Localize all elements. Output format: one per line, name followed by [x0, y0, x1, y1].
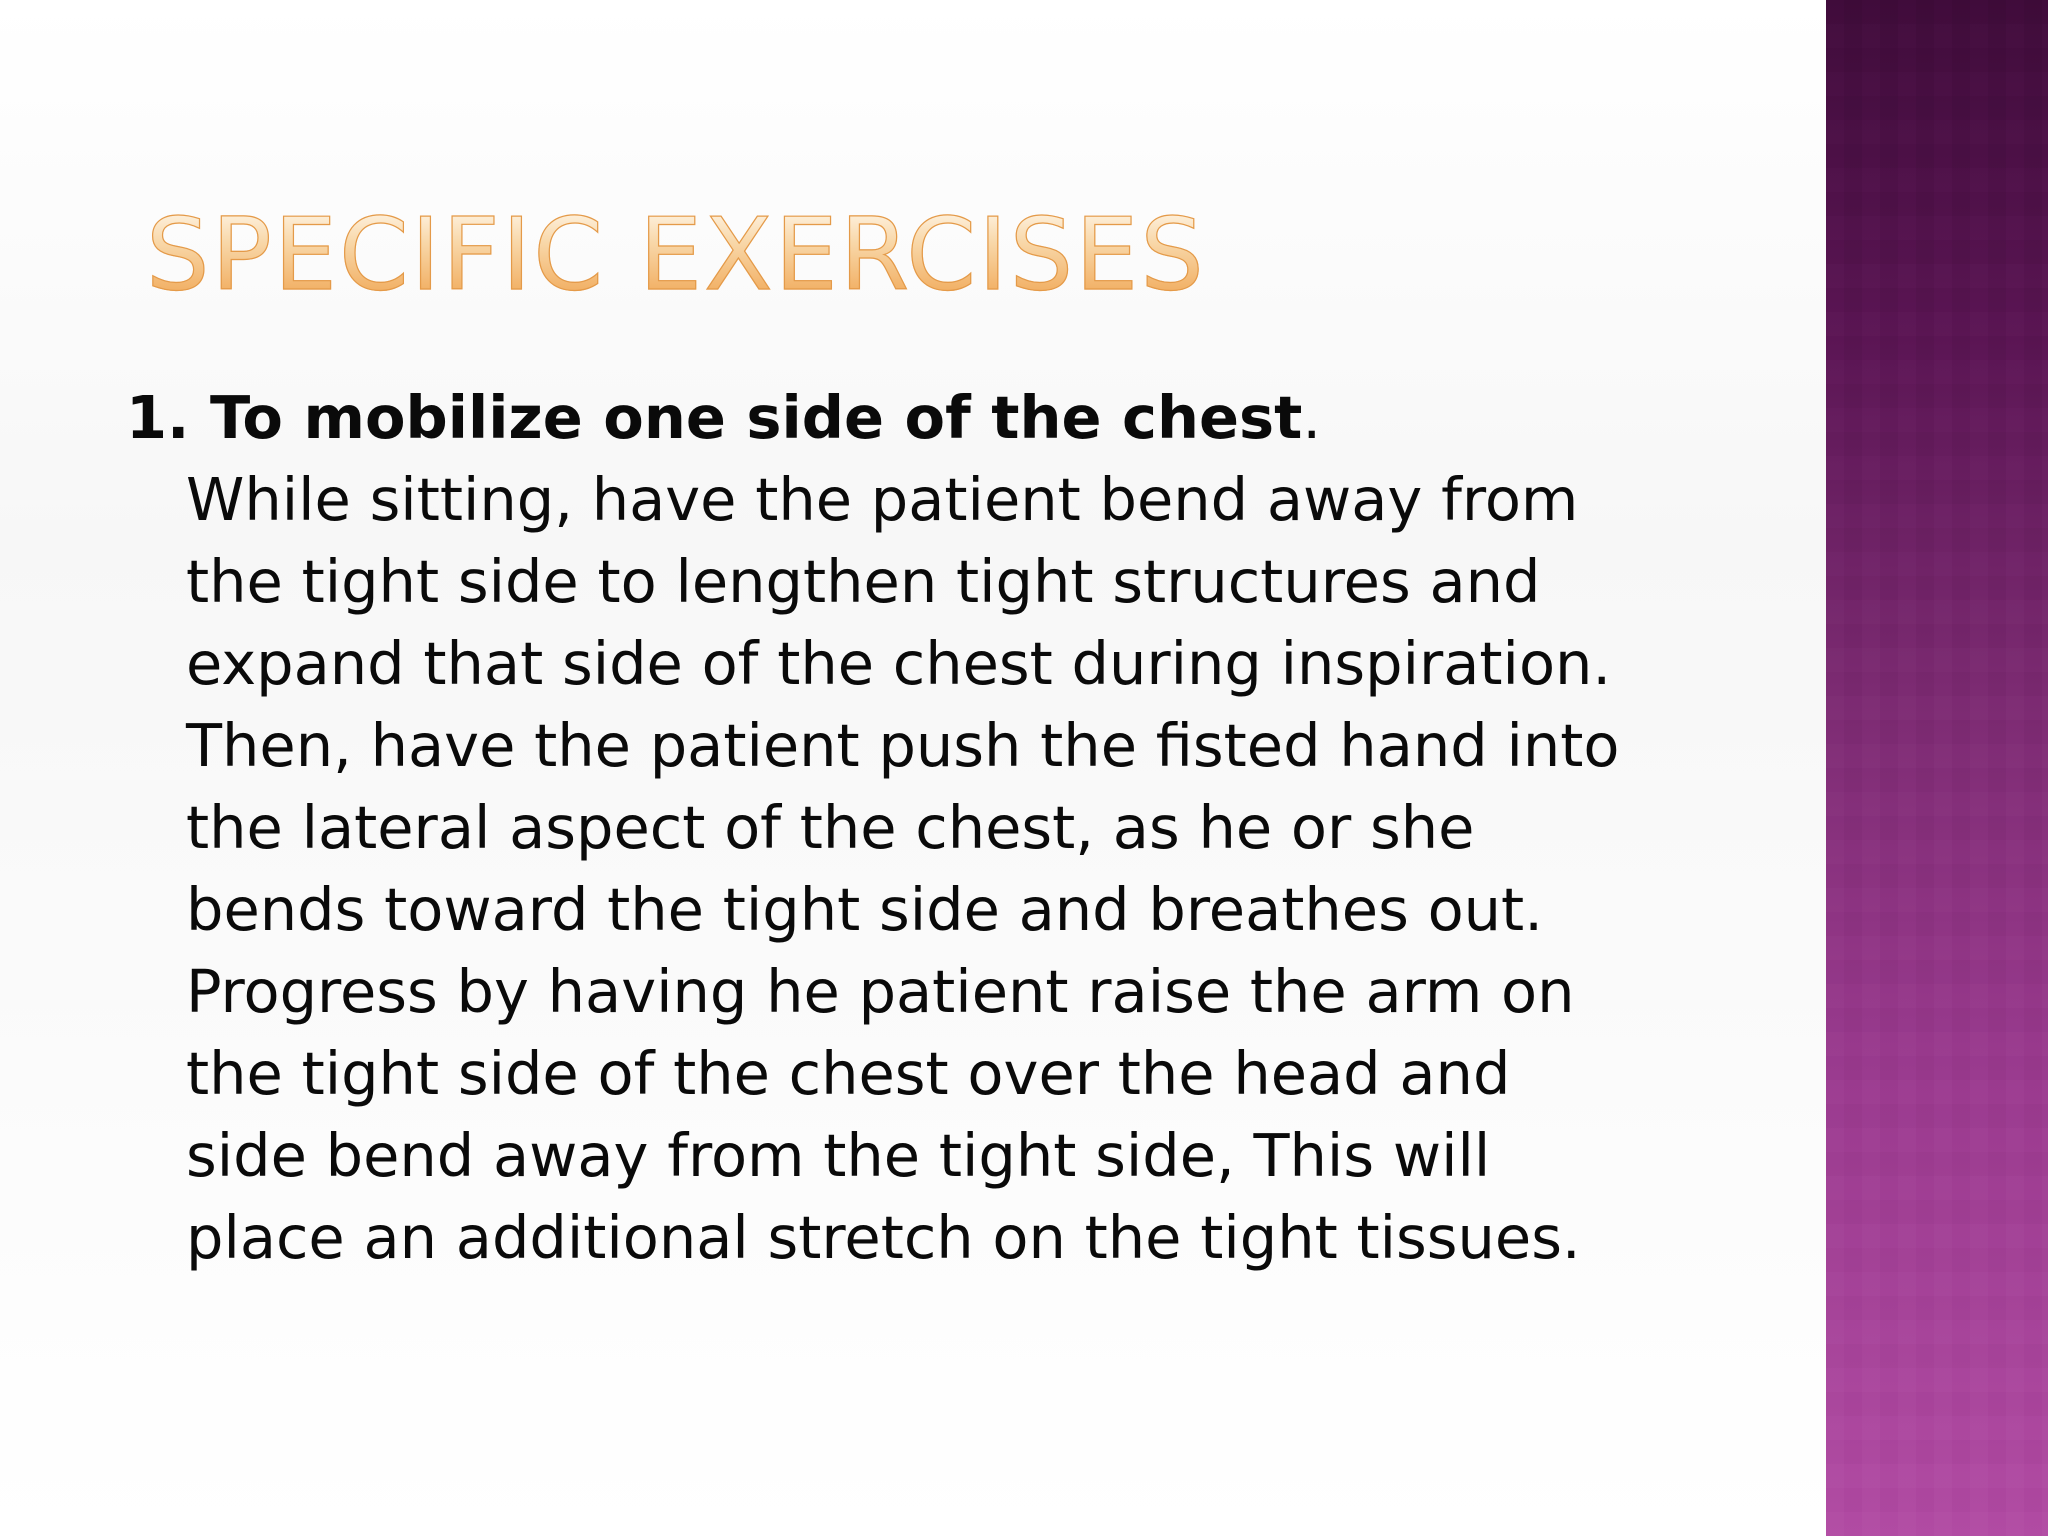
description-line: the tight side to lengthen tight structures and: [186, 547, 1541, 616]
slide-content: [126, 377, 1706, 1279]
description-line: the tight side of the chest over the head and: [186, 1039, 1511, 1108]
description-line: Then, have the patient push the fisted hand into: [186, 711, 1620, 780]
description-line: the lateral aspect of the chest, as he or she: [186, 793, 1475, 862]
point-number: 1.: [126, 383, 190, 452]
decorative-side-band: [1826, 0, 2048, 1536]
description-line: expand that side of the chest during inspiration.: [186, 629, 1612, 698]
description-line: Progress by having he patient raise the arm on: [186, 957, 1575, 1026]
point-heading-punctuation: .: [1302, 383, 1322, 452]
point-heading: [126, 377, 1706, 459]
description-line: place an additional stretch on the tight tissues.: [186, 1203, 1581, 1272]
description-line: bends toward the tight side and breathes out.: [186, 875, 1543, 944]
point-description: [186, 459, 1726, 1279]
description-line: side bend away from the tight side, This will: [186, 1121, 1491, 1190]
description-line: While sitting, have the patient bend away from: [186, 465, 1579, 534]
slide-title: SPECIFIC EXERCISES: [146, 196, 1206, 313]
point-heading-text: To mobilize one side of the chest: [210, 383, 1303, 452]
